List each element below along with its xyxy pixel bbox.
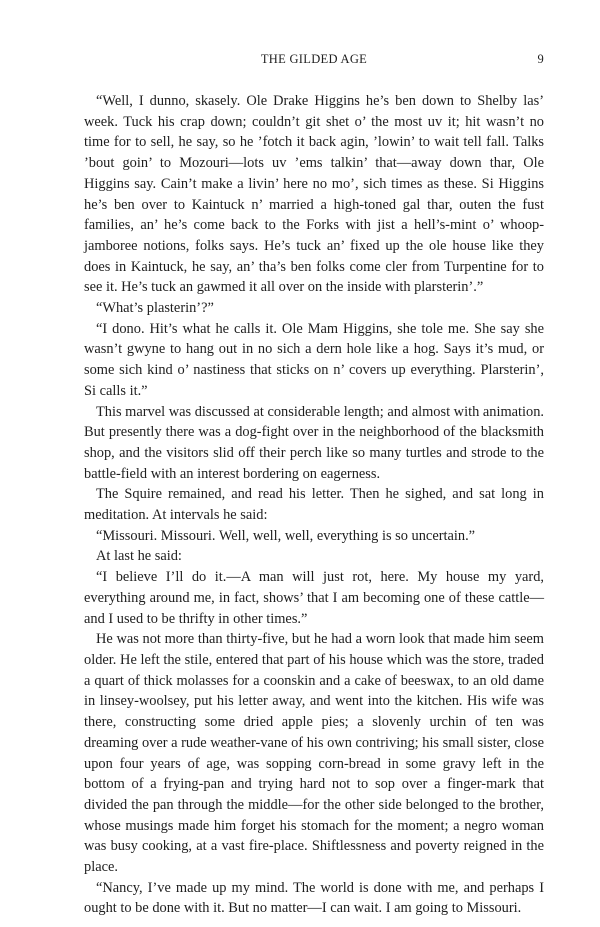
- page-body: [84, 91, 544, 919]
- page-header: [84, 52, 544, 67]
- page-number: 9: [537, 52, 544, 66]
- paragraph: He was not more than thirty-five, but he had a worn look that made him seem older. He left the stile, entered that part of his house which was the store, traded a quart of thick molasses for a coonskin and a cake of beeswax, to an old dame in linsey-woolsey, put his letter away, and went into the kitchen. His wife was there, constructing some dried apple pies; a slovenly urchin of ten was dreaming over a rude weather-vane of his own contriving; his small sister, close upon four years of age, was sopping corn-bread in some gravy left in the bottom of a frying-pan and trying hard not to sop over a finger-mark that divided the pan through the middle—for the other side belonged to the brother, whose musings made him forget his stomach for the moment; a negro woman was busy cooking, at a vast fire-place. Shiftlessness and poverty reigned in the place.: [84, 631, 544, 876]
- paragraph: “What’s plasterin’?”: [96, 300, 214, 317]
- paragraph: “I dono. Hit’s what he calls it. Ole Mam Higgins, she tole me. She say she wasn’t gwyne to hang out in no sich a dern hole like a hog. Says it’s mud, or some sich kind o’ nastiness that sticks on n’ covers up everything. Plarsterin’, Si calls it.”: [84, 320, 544, 399]
- paragraph: At last he said:: [96, 548, 182, 565]
- paragraph: “Nancy, I’ve made up my mind. The world is done with me, and perhaps I ought to be done with it. But no matter—I can wait. I am going to Missouri.: [84, 879, 544, 917]
- paragraph: This marvel was discussed at considerable length; and almost with animation. But presently there was a dog-fight over in the neighborhood of the blacksmith shop, and the visitors slid off their perch like so many turtles and strode to the battle-field with an interest bordering on eagerness.: [84, 403, 545, 482]
- paragraph: “I believe I’ll do it.—A man will just rot, here. My house my yard, everything around me, in fact, shows’ that I am becoming one of these cattle—and I used to be thrifty in other times.”: [84, 569, 544, 627]
- paragraph: The Squire remained, and read his letter. Then he sighed, and sat long in meditation. At intervals he said:: [84, 486, 544, 524]
- paragraph: “Well, I dunno, skasely. Ole Drake Higgins he’s ben down to Shelby las’ week. Tuck his crap down; couldn’t git shet o’ the most uv it; hit wasn’t no time for to sell, he say, so he ’fotch it back agin, ’lowin’ to wait tell fall. Talks ’bout goin’ to Mozouri—lots uv ’ems talkin’ that—away down thar, Ole Higgins say. Cain’t make a livin’ here no mo’, sich times as these. Si Higgins he’s ben over to Kaintuck n’ married a high-toned gal thar, outen the fust families, an’ he’s come back to the Forks with jist a hell’s-mint o’ whoop-jamboree notions, folks says. He’s tuck an’ fixed up the ole house like they does in Kaintuck, he say, an’ tha’s ben folks come cler from Turpentine for to see it. He’s tuck an gawmed it all over on the inside with plarsterin’.”: [84, 93, 544, 296]
- paragraph: “Missouri. Missouri. Well, well, well, everything is so uncertain.”: [96, 527, 476, 544]
- running-title: THE GILDED AGE: [260, 52, 368, 66]
